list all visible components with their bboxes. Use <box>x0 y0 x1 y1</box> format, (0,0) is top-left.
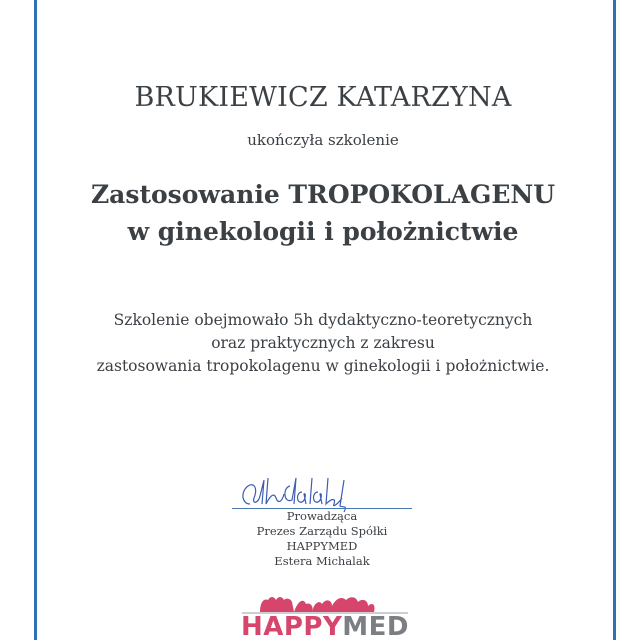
signer-position: Prezes Zarządu Spółki <box>256 524 388 538</box>
course-title <box>0 176 640 250</box>
signer-company: HAPPYMED <box>286 539 358 553</box>
course-description <box>0 309 640 378</box>
description-line: zastosowania tropokolagenu w ginekologii i położnictwie. <box>96 357 550 375</box>
completed-text: ukończyła szkolenie <box>247 131 399 149</box>
description-line: Szkolenie obejmowało 5h dydaktyczno-teoretycznych <box>113 311 533 329</box>
description-line: oraz praktycznych z zakresu <box>211 334 435 352</box>
logo-med: MED <box>342 612 410 642</box>
signer-block <box>0 509 640 569</box>
course-title-line1: Zastosowanie TROPOKOLAGENU <box>90 180 556 209</box>
signer-role: Prowadząca <box>286 509 358 523</box>
recipient-name: BRUKIEWICZ KATARZYNA <box>134 82 512 113</box>
happymed-logo <box>240 612 410 642</box>
signer-name: Estera Michalak <box>274 554 370 568</box>
logo-happy: HAPPY <box>240 612 343 642</box>
course-title-line2: w ginekologii i położnictwie <box>127 217 519 246</box>
